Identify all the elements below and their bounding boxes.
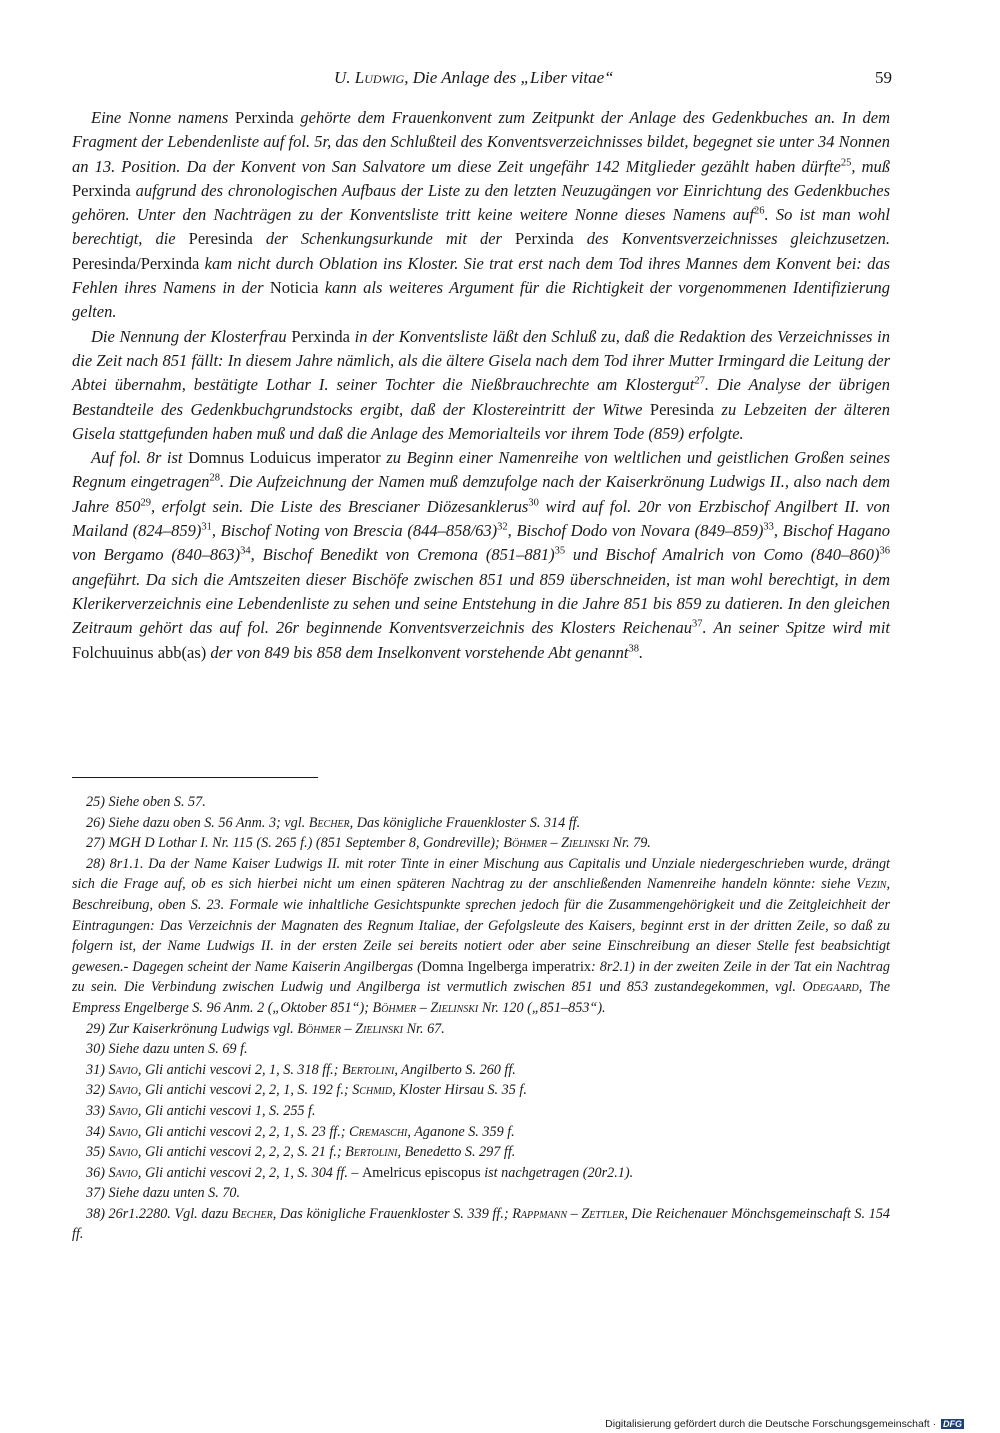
author-name: Böhmer – Zielinski	[297, 1020, 404, 1037]
text-run: zu Beginn einer Namenreihe von weltlichen und geistlichen Großen seines Regnum eingetragen	[72, 448, 890, 492]
author-name: Bertolini	[345, 1144, 398, 1161]
author-name: Savio	[108, 1164, 138, 1181]
text-run: , Gli antichi vescovi 2, 2, 2, S. 21 f.;	[137, 1144, 346, 1161]
author-name: Odegaard	[802, 979, 859, 996]
text-run: 26) Siehe dazu oben S. 56 Anm. 3; vgl.	[86, 814, 309, 831]
footnote-ref-32: 32	[497, 521, 508, 533]
text-run: 32)	[86, 1082, 109, 1099]
text-run: der von 849 bis 858 dem Inselkonvent vorstehende Abt genannt	[206, 642, 629, 662]
page-number: 59	[875, 68, 892, 87]
footnote-ref-31: 31	[201, 521, 212, 533]
footnote-30	[72, 1039, 890, 1060]
text-run: Die Nennung der Klosterfrau	[91, 326, 292, 346]
source-name: Perxinda	[72, 180, 131, 200]
footnote-ref-29: 29	[140, 497, 151, 509]
author-name: Becher	[231, 1205, 273, 1222]
text-run: , Gli antichi vescovi 2, 2, 1, S. 304 ff. –	[137, 1164, 363, 1181]
source-name: Amelricus episcopus	[362, 1164, 481, 1181]
footnote-25	[72, 792, 890, 813]
source-name: Peresinda	[188, 229, 253, 249]
author-name: Bertolini	[341, 1061, 395, 1078]
footnote-ref-27: 27	[694, 375, 705, 387]
source-name: Domnus Loduicus imperator	[188, 448, 381, 468]
text-run: gehörte dem Frauenkonvent zum Zeitpunkt der Anlage des Gedenkbuches an. In dem Fragment der Lebendenliste auf fol. 5r, das den Schlußteil des Konventsverzeichnisses bildet, begegnet sie unter 34 Nonnen an 13. Position. Da der Konvent von San Salvatore um diese Zeit ungefähr 142 Mitglieder gezählt haben dürfte	[72, 108, 890, 176]
text-run: Nr. 79.	[609, 835, 651, 852]
footnote-33	[72, 1101, 890, 1122]
text-run: kam nicht durch Oblation ins Kloster. Sie trat erst nach dem Tod ihres Mannes dem Konvent bei: das Fehlen ihres Namens in der	[72, 253, 890, 298]
footnote-ref-35: 35	[554, 545, 566, 557]
author-name: Savio	[108, 1082, 138, 1099]
text-run: , Kloster Hirsau S. 35 f.	[392, 1082, 527, 1099]
text-run: . Die Aufzeichnung der Namen muß demzufolge nach der Kaiserkrönung Ludwigs II., also nach dem Jahre 850	[72, 472, 890, 516]
author-name: Böhmer – Zielinski	[503, 835, 610, 852]
footnote-26	[72, 813, 890, 834]
source-name: Perxinda	[291, 326, 350, 346]
text-run: kann als weiteres Argument für die Richtigkeit der vorgenommenen Identifizierung gelten.	[72, 278, 890, 322]
text-run: , Angilberto S. 260 ff.	[394, 1061, 516, 1078]
text-run: des Konventsverzeichnisses gleichzusetzen.	[573, 229, 890, 249]
author-name: Böhmer – Zielinski	[372, 999, 479, 1016]
author-name: Becher	[308, 814, 350, 831]
source-name: Perxinda	[515, 229, 574, 249]
paragraph-1	[72, 106, 890, 325]
text-run: 29) Zur Kaiserkrönung Ludwigs vgl.	[86, 1020, 298, 1037]
footnote-35	[72, 1142, 890, 1163]
footnote-28	[72, 854, 890, 1019]
text-run: , Bischof Hagano von Bergamo (840–863)	[72, 521, 890, 565]
text-run: , Gli antichi vescovi 2, 2, 1, S. 192 f.;	[137, 1082, 353, 1099]
main-text	[72, 106, 890, 665]
article-title: , Die Anlage des „Liber vitae“	[404, 68, 614, 87]
text-run: in der Konventsliste läßt den Schluß zu, daß die Redaktion des Verzeichnisses in die Zeit nach 851 fällt: In diesem Jahre nämlich, als die ältere Gisela nach dem Tod ihrer Mutter Irmingard die Leitung der Abtei übernahm, bestätigte Lothar I. seiner Tochter die Nießbrauchrechte am Klostergut	[72, 326, 890, 395]
author-name: Ludwig	[354, 68, 405, 87]
source-name: Noticia	[269, 278, 319, 298]
footnote-ref-34: 34	[240, 545, 251, 557]
footnote-32	[72, 1080, 890, 1101]
text-run: , Gli antichi vescovi 2, 2, 1, S. 23 ff.;	[137, 1123, 350, 1140]
text-run: . Die Analyse der übrigen Bestandteile des Gedenkbuchgrundstocks ergibt, daß der Klostereintritt der Witwe	[72, 375, 890, 419]
text-run: 37) Siehe dazu unten S. 70.	[86, 1185, 241, 1202]
text-run: 38) 26r1.2280. Vgl. dazu	[86, 1205, 232, 1222]
footnote-ref-36: 36	[879, 545, 890, 557]
author-name: Savio	[108, 1102, 138, 1119]
text-run: , Benedetto S. 297 ff.	[397, 1144, 516, 1161]
text-run: 36)	[86, 1164, 109, 1181]
footnote-ref-30: 30	[528, 497, 539, 509]
text-run: aufgrund des chronologischen Aufbaus der Liste zu den letzten Neuzugängen vor Einrichtung des Gedenkbuches gehören. Unter den Nachträgen zu der Konventsliste tritt keine weitere Nonne dieses Namens auf	[72, 180, 890, 225]
text-run: 27) MGH D Lothar I. Nr. 115 (S. 265 f.) (851 September 8, Gondreville);	[86, 835, 504, 852]
text-run: wird auf fol. 20r von Erzbischof Angilbert II. von Mailand (824–859)	[72, 496, 890, 541]
footnote-ref-37: 37	[692, 618, 703, 630]
text-run: , muß	[851, 156, 891, 176]
text-run: , Bischof Dodo von Novara (849–859)	[507, 521, 764, 541]
text-run: 30) Siehe dazu unten S. 69 f.	[86, 1041, 248, 1058]
source-name: Perxinda	[235, 108, 294, 127]
text-run: 34)	[86, 1123, 109, 1140]
paragraph-3	[72, 446, 890, 665]
text-run: der Schenkungsurkunde mit der	[252, 229, 515, 249]
footnote-ref-33: 33	[763, 521, 774, 533]
text-run: .	[638, 642, 644, 662]
footnote-separator	[72, 777, 318, 778]
text-run: , erfolgt sein. Die Liste des Brescianer Diözesanklerus	[150, 496, 529, 516]
digitization-footer	[605, 1418, 964, 1430]
text-run: . An seiner Spitze wird mit	[702, 618, 891, 638]
text-run: , Gli antichi vescovi 2, 1, S. 318 ff.;	[137, 1061, 342, 1078]
footnotes	[72, 792, 890, 1245]
footnote-ref-25: 25	[840, 157, 852, 169]
text-run: Nr. 67.	[403, 1020, 445, 1037]
source-name: Peresinda	[649, 399, 715, 419]
dfg-logo: DFG	[943, 1419, 962, 1429]
author-name: Vezin	[856, 876, 887, 893]
text-run: 31)	[86, 1061, 109, 1078]
footer-text: Digitalisierung gefördert durch die Deutsche Forschungsgemeinschaft ·	[605, 1418, 937, 1430]
footnote-31	[72, 1060, 890, 1081]
author-initial: U.	[334, 68, 355, 87]
text-run: : 8r2.1) in der zweiten Zeile in der Tat ein Nachtrag zu sein. Die Verbindung zwischen Ludwig und Angilberga ist vermutlich zwischen 851 und 853 zustandegekommen, vgl.	[72, 958, 891, 996]
footnote-36	[72, 1163, 890, 1184]
author-name: Savio	[108, 1144, 138, 1161]
text-run: , Die Reichenauer Mönchsgemeinschaft S. 154 ff.	[72, 1205, 891, 1243]
footnote-29	[72, 1019, 890, 1040]
author-name: Rappmann – Zettler	[512, 1205, 625, 1222]
footnote-ref-38: 38	[628, 643, 639, 655]
text-run: , Aganone S. 359 f.	[407, 1123, 515, 1140]
text-run: , Gli antichi vescovi 1, S. 255 f.	[137, 1102, 316, 1119]
text-run: , Das königliche Frauenkloster S. 339 ff.;	[272, 1205, 513, 1222]
footnote-38	[72, 1204, 890, 1245]
text-run: 28) 8r1.1. Da der Name Kaiser Ludwigs II. mit roter Tinte in einer Mischung aus Capitalis und Unziale niedergeschrieben wurde, drängt sich die Frage auf, ob es sich hierbei nicht um einen späteren Nachtrag zu der anschließenden Namenreihe handeln könnte: siehe	[72, 855, 890, 893]
footnote-27	[72, 833, 890, 854]
author-name: Cremaschi	[349, 1123, 408, 1140]
text-run: und Bischof Amalrich von Como (840–860)	[565, 545, 880, 565]
text-run: , Bischof Noting von Brescia (844–858/63)	[211, 521, 498, 541]
footnote-37	[72, 1183, 890, 1204]
text-run: , Beschreibung, oben S. 23. Formale wie inhaltliche Gesichtspunkte sprechen jedoch für die Zusammengehörigkeit und die Zeitgleichheit der Eintragungen: Das Verzeichnis der Magnaten des Regnum Italiae, der Gefolgsleute des Kaisers, beginnt erst in der dritten Zeile, so daß zu folgern ist, der Name Ludwigs II. in der ersten Zeile sei bereits notiert oder aber seine Einschreibung an dieser Stelle fest beabsichtigt gewesen.- Dagegen scheint der Name Kaiserin Angilbergas (	[72, 876, 890, 975]
footnote-ref-28: 28	[209, 472, 221, 484]
text-run: , The Empress Engelberge S. 96 Anm. 2 („Oktober 851“);	[72, 979, 891, 1016]
running-header	[72, 68, 892, 94]
text-run: , Bischof Benedikt von Cremona (851–881)	[250, 545, 555, 565]
text-run: 25) Siehe oben S. 57.	[86, 794, 206, 810]
author-name: Savio	[108, 1061, 138, 1078]
source-name: Domna Ingelberga imperatrix	[421, 958, 592, 975]
footnote-34	[72, 1122, 890, 1143]
running-title	[334, 68, 614, 88]
paragraph-2	[72, 325, 890, 446]
text-run: ist nachgetragen (20r2.1).	[480, 1164, 634, 1181]
author-name: Savio	[108, 1123, 138, 1140]
text-run: zu Lebzeiten der älteren Gisela stattgefunden haben muß und daß die Anlage des Memorialteils vor ihrem Tode (859) erfolgte.	[72, 399, 890, 443]
text-run: angeführt. Da sich die Amtszeiten dieser Bischöfe zwischen 851 und 859 überschneiden, ist man wohl berechtigt, in dem Klerikerverzeichnis eine Lebendenliste zu sehen und seine Entstehung in die Jahre 851 bis 859 zu datieren. In den gleichen Zeitraum gehört das auf fol. 26r beginnende Konventsverzeichnis des Klosters Reichenau	[72, 569, 890, 638]
text-run: Nr. 120 („851–853“).	[478, 999, 606, 1016]
text-run: 33)	[86, 1102, 109, 1119]
text-run: 35)	[86, 1144, 109, 1161]
text-run: Eine Nonne namens	[91, 108, 236, 127]
author-name: Schmid	[352, 1082, 393, 1099]
source-name: Peresinda/Perxinda	[72, 253, 200, 273]
footnote-ref-26: 26	[754, 205, 765, 217]
text-run: . So ist man wohl berechtigt, die	[72, 205, 890, 249]
text-run: , Das königliche Frauenkloster S. 314 ff.	[349, 814, 581, 831]
source-name: Folchuuinus abb(as)	[72, 642, 207, 662]
text-run: Auf fol. 8r ist	[91, 448, 189, 468]
